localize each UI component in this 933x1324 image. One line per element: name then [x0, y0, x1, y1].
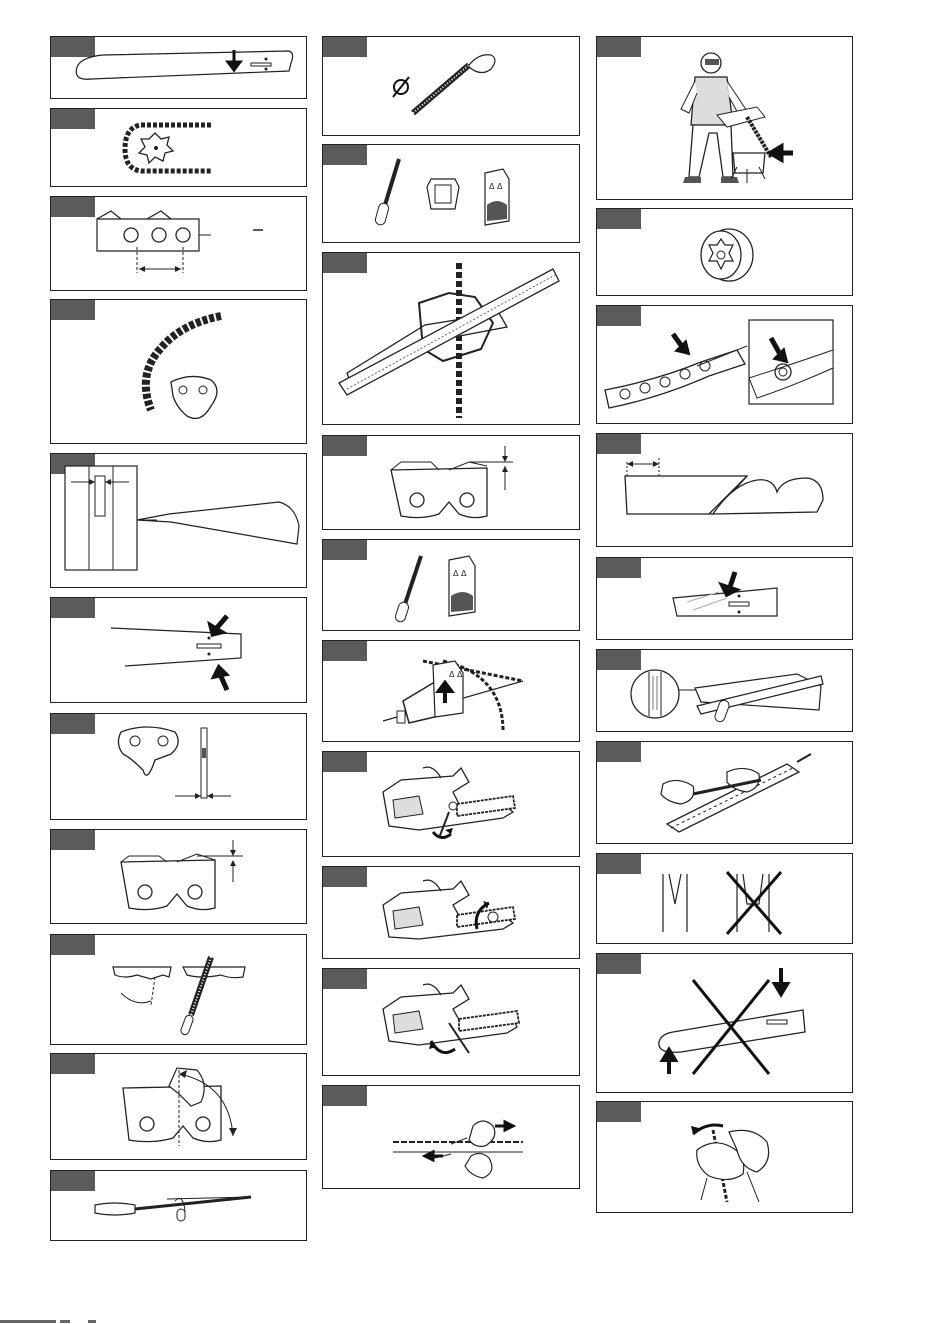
operator-cutting-stump-icon [597, 37, 853, 200]
panel-drive-link [50, 713, 307, 820]
chainsaw-brake-icon [323, 969, 580, 1076]
panel-cutter-angle [50, 1053, 307, 1160]
panel-clutch-drum [596, 208, 853, 296]
chain-pitch-measure-icon [51, 197, 307, 291]
panel-bar-nose [50, 597, 307, 703]
bar-rail-filing-icon [597, 742, 853, 844]
panel-chain-pitch [50, 196, 307, 291]
worn-cutter-icon [597, 434, 853, 547]
flat-file-and-gauge-icon [323, 540, 580, 631]
depth-gauge-tool-icon [323, 641, 580, 742]
bar-nose-arrows-icon [51, 598, 307, 703]
panel-file-diameter [322, 36, 580, 136]
round-file-diameter-icon [323, 37, 580, 136]
clutch-drum-sprocket-icon [597, 209, 853, 296]
panel-rivet-wear [596, 305, 853, 424]
panel-saw-brake [322, 968, 580, 1076]
chain-on-sprocket-icon [51, 109, 307, 187]
chainsaw-tension-icon [323, 752, 580, 857]
panel-hands-check [322, 1085, 580, 1189]
panel-worn-cutter [596, 433, 853, 547]
svg-text:Δ Δ: Δ Δ [489, 182, 503, 191]
panel-depth-gauge [322, 435, 580, 530]
guide-bar-arrow-icon [51, 37, 307, 99]
panel-bar-flip [596, 953, 853, 1093]
panel-file-holder [50, 1170, 307, 1241]
panel-cutter-depth [50, 829, 307, 924]
bar-flip-wrong-icon [597, 954, 853, 1093]
panel-groove-clean [596, 649, 853, 732]
panel-saw-tension [322, 751, 580, 857]
file-guide-on-chain-icon [323, 253, 580, 425]
bar-groove-cleaning-icon [597, 650, 853, 732]
hands-check-chain-icon [323, 1086, 580, 1189]
panel-gauge-tool [322, 640, 580, 742]
cutter-depth-icon [51, 830, 307, 924]
panel-chain-sprocket [50, 108, 307, 187]
panel-flat-file [322, 539, 580, 631]
panel-oil-hole [596, 557, 853, 640]
panel-guide-bar [50, 36, 307, 99]
panel-file-tools [322, 144, 580, 243]
panel-operator [596, 36, 853, 200]
page-footer-marks [0, 1318, 933, 1324]
chainsaw-chain-turn-icon [323, 867, 580, 959]
panel-bar-groove [50, 453, 307, 588]
panel-chain-link [50, 299, 307, 444]
panel-saw-chain-turn [322, 866, 580, 959]
file-holder-icon [51, 1171, 307, 1241]
panel-rail-filing [596, 741, 853, 844]
cutter-top-angle-icon [51, 1054, 307, 1160]
svg-text:Δ Δ: Δ Δ [449, 670, 463, 679]
panel-rail-check [596, 853, 853, 944]
bar-oil-hole-icon [597, 558, 853, 640]
hands-chain-tension-icon [597, 1102, 853, 1213]
file-tools-icon [323, 145, 580, 243]
depth-gauge-cutter-icon [323, 436, 580, 530]
rail-correct-wrong-icon [597, 854, 853, 944]
svg-text:Δ Δ: Δ Δ [453, 569, 467, 578]
panel-file-guide [322, 252, 580, 425]
drive-link-gauge-icon [51, 714, 307, 820]
file-angle-icon [51, 935, 307, 1045]
panel-hands-tension [596, 1101, 853, 1213]
chain-and-link-icon [51, 300, 307, 444]
bar-groove-gauge-icon [51, 454, 307, 588]
chain-rivet-wear-icon [597, 306, 853, 424]
panel-file-angle [50, 934, 307, 1045]
